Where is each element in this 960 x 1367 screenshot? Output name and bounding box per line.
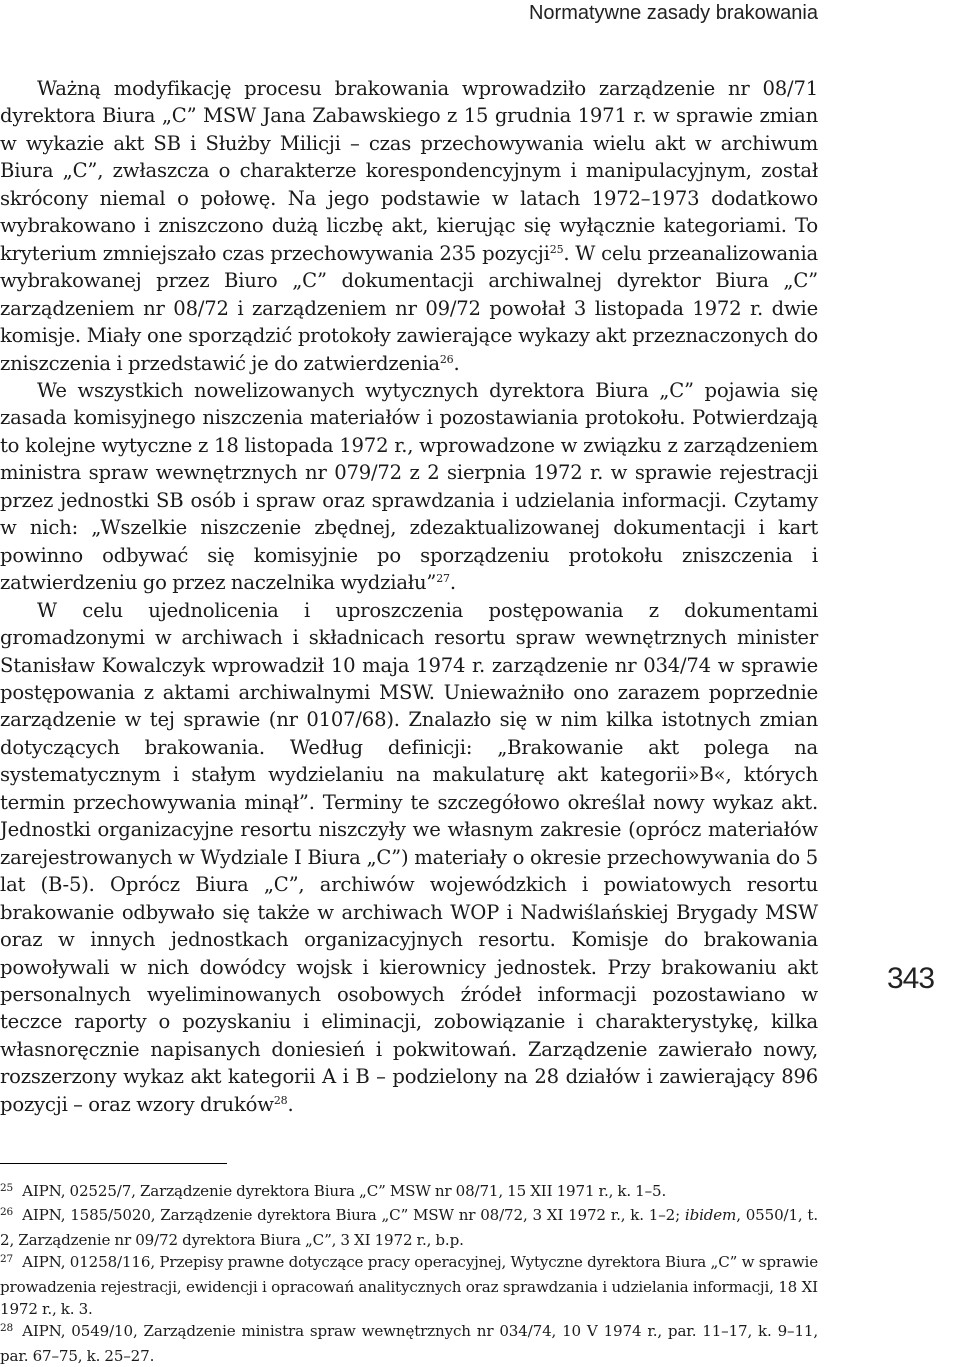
paragraph [0, 75, 818, 377]
footnote-number: 26 [0, 1206, 14, 1219]
footnote-text: AIPN, 0549/10, Zarządzenie ministra spraw wewnętrznych nr 034/74, 10 V 1974 r., par. 11–17, k. 9–11, par. 67–75, k. 25–27. [0, 1322, 818, 1365]
footnote-number: 28 [0, 1322, 14, 1335]
footnote-reference[interactable]: 27 [436, 572, 450, 586]
paragraph [0, 377, 818, 597]
text-run: . W celu przeanalizowania wybrakowanej przez Biuro „C” dokumentacji archiwalnej dyrektor Biura „C” zarządzeniem nr 08/72 i zarządzeniem nr 09/72 powołał 3 listopada 1972 r. dwie komisje. Miały one sporządzić protokoły zawierające wykazy akt przeznaczonych do zniszczenia i przedstawić je do zatwierdzenia [0, 241, 818, 375]
footnote-text: AIPN, 02525/7, Zarządzenie dyrektora Biura „C” MSW nr 08/71, 15 XII 1971 r., k. 1–5. [22, 1182, 667, 1200]
footnote-italic: ibidem [684, 1206, 737, 1225]
text-run: We wszystkich nowelizowanych wytycznych dyrektora Biura „C” pojawia się zasada komisyjnego niszczenia materiałów i pozostawiania protokołu. Potwierdzają to kolejne wytyczne z 18 listopada 1972 r., wprowadzone w związku z zarządzeniem ministra spraw wewnętrznych nr 079/72 z 2 sierpnia 1972 r. w sprawie rejestracji przez jednostki SB osób i spraw oraz sprawdzania i udzielania informacji. Czytamy w nich: „Wszelkie niszczenie zbędnej, zdezaktualizowanej dokumentacji i kart powinno odbywać się komisyjnie po sporządzeniu protokołu zniszczenia i zatwierdzeniu go przez naczelnika wydziału” [0, 378, 818, 595]
footnotes [0, 1180, 818, 1367]
footnote-reference[interactable]: 26 [439, 352, 454, 366]
footnote [0, 1251, 818, 1320]
text-run: W celu ujednolicenia i uproszczenia postępowania z dokumentami gromadzonymi w archiwach i składnicach resortu spraw wewnętrznych minister Stanisław Kowalczyk wprowadził 10 maja 1974 r. zarządzenie nr 034/74 w sprawie postępowania z aktami archiwalnymi MSW. Unieważniło ono zarazem poprzednie zarządzenie w tej sprawie (nr 0107/68). Znalazło się w nim kilka istotnych zmian dotyczących brakowania. Według definicji: „Brakowanie akt polega na systematycznym i stałym wydzielaniu na makulaturę akt kategorii»B«, których termin przechowywania minął”. Terminy te szczegółowo określał nowy wykaz akt. Jednostki organizacyjne resortu niszczyły we własnym zakresie (oprócz materiałów zarejestrowanych w Wydziale I Biura „C”) materiały o okresie przechowywania do 5 lat (B-5). Oprócz Biura „C”, archiwów wojewódzkich i powiatowych resortu brakowanie odbywało się także w archiwach WOP i Nadwiślańskiej Brygady MSW oraz w innych jednostkach organizacyjnych resortu. Komisje do brakowania powoływali w nich dowódcy wojsk i kierownicy jednostek. Przy brakowaniu akt personalnych wyeliminowanych osobowych źródeł informacji pozostawiano w teczce raporty o pozyskaniu i eliminacji, zobowiązanie i charakterystykę, kilka własnoręcznie napisanych doniesień i pokwitowań. Zarządzenie zawierało nowy, rozszerzony wykaz akt kategorii A i B – podzielony na 28 działów i zawierający 896 pozycji – oraz wzory druków [0, 598, 818, 1116]
footnote [0, 1204, 818, 1251]
footnote [0, 1180, 818, 1204]
footnote-text: AIPN, 01258/116, Przepisy prawne dotyczące pracy operacyjnej, Wytyczne dyrektora Biura „C” w sprawie prowadzenia rejestracji, ewidencji i opracowań analitycznych oraz sprawdzania i udzielania informacji, 18 XI 1972 r., k. 3. [0, 1253, 818, 1319]
running-head: Normatywne zasady brakowania [528, 2, 818, 24]
text-run: . [287, 1092, 294, 1116]
text-run: . [449, 571, 456, 595]
footnote-reference[interactable]: 25 [549, 242, 564, 256]
paragraph [0, 597, 818, 1119]
page-number: 343 [887, 962, 935, 995]
footnote-text: , 0550/1, t. 2, Zarządzenie nr 09/72 dyrektora Biura „C”, 3 XI 1972 r., b.p. [0, 1206, 818, 1249]
footnote [0, 1320, 818, 1367]
main-text [0, 75, 818, 1118]
footnote-separator [0, 1163, 227, 1164]
text-run: Ważną modyfikację procesu brakowania wprowadziło zarządzenie nr 08/71 dyrektora Biura „C” MSW Jana Zabawskiego z 15 grudnia 1971 r. w sprawie zmian w wykazie akt SB i Służby Milicji – czas przechowywania wielu akt w archiwum Biura „C”, zwłaszcza o charakterze korespondencyjnym i manipulacyjnym, został skrócony niemal o połowę. Na jego podstawie w latach 1972–1973 dodatkowo wybrakowano i zniszczono dużą liczbę akt, kierując się wyłącznie kategoriami. To kryterium zmniejszało czas przechowywania 235 pozycji [0, 77, 818, 265]
footnote-number: 25 [0, 1182, 14, 1194]
text-run: . [453, 351, 460, 375]
footnote-reference[interactable]: 28 [273, 1093, 288, 1107]
footnote-number: 27 [0, 1253, 14, 1266]
footnote-text: AIPN, 1585/5020, Zarządzenie dyrektora Biura „C” MSW nr 08/72, 3 XI 1972 r., k. 1–2; [22, 1206, 685, 1225]
